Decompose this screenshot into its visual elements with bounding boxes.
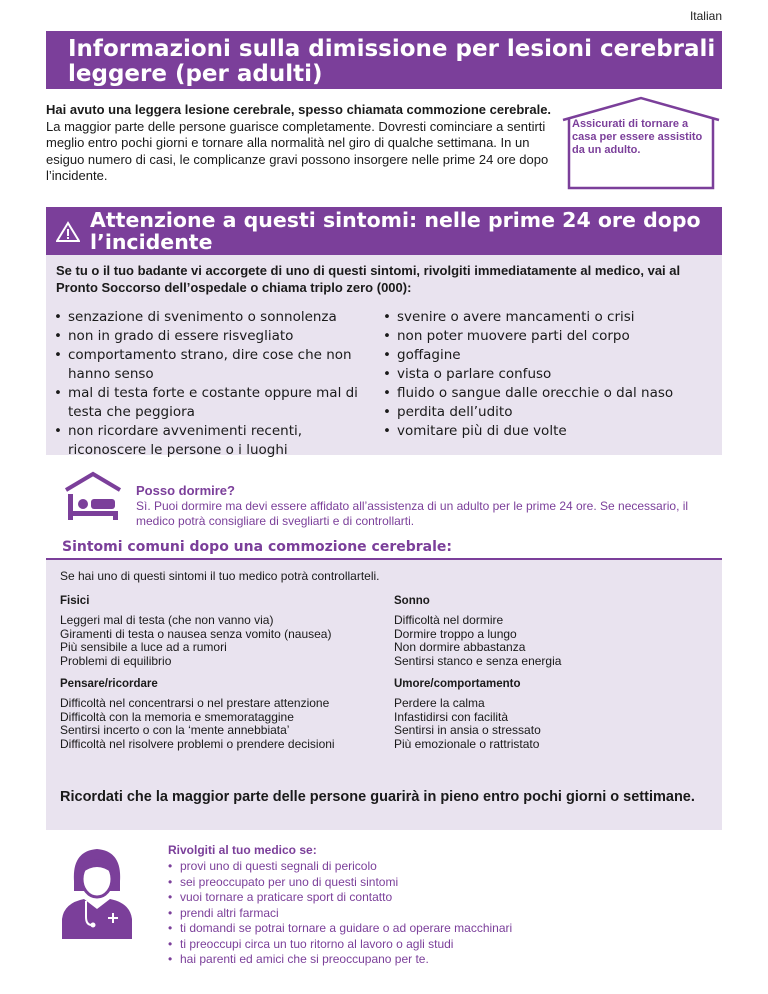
list-item: • ti domandi se potrai tornare a guidare o ad operare macchinari [168, 921, 728, 937]
mood-list [394, 697, 704, 752]
physical-list [60, 614, 400, 669]
list-item: • provi uno di questi segnali di pericolo [168, 859, 728, 875]
list-item: • fluido o sangue dalle orecchie o dal naso [383, 384, 718, 403]
remember-note: Ricordati che la maggior parte delle persone guarirà in pieno entro pochi giorni o settimane. [60, 789, 695, 805]
warning-heading: Attenzione a questi sintomi: nelle prime 24 ore dopo l’incidente [90, 208, 701, 254]
category-sleep: Sonno [394, 595, 430, 607]
sleep-text: Sì. Puoi dormire ma devi essere affidato all’assistenza di un adulto per le prime 24 ore. Se necessario, il medico potrà consigliare di svegliarti e di controllarti. [136, 499, 689, 528]
list-item: • prendi altri farmaci [168, 906, 728, 922]
list-item: • hai parenti ed amici che si preoccupano per te. [168, 952, 728, 968]
warning-list-left [54, 308, 374, 460]
list-item: Difficoltà con la memoria e smemorataggine [60, 709, 294, 724]
list-item: Più emozionale o rattristato [394, 737, 540, 752]
list-item: Problemi di equilibrio [60, 654, 172, 669]
list-item: Sentirsi incerto o con la ‘mente annebbiata’ [60, 723, 290, 738]
doctor-icon [56, 843, 138, 939]
list-item: Non dormire abbastanza [394, 640, 526, 655]
doctor-list [168, 859, 728, 968]
warning-banner [46, 207, 722, 255]
list-item: • ti preoccupi circa un tuo ritorno al lavoro o agli studi [168, 937, 728, 953]
intro-bold: Hai avuto una leggera lesione cerebrale, spesso chiamata commozione cerebrale. [46, 102, 552, 117]
list-item: • mal di testa forte e costante oppure mal di testa che peggiora [54, 384, 374, 422]
list-item: • goffagine [383, 346, 718, 365]
list-item: • sei preoccupato per uno di questi sintomi [168, 875, 728, 891]
list-item: • non poter muovere parti del corpo [383, 327, 718, 346]
list-item: Perdere la calma [394, 696, 485, 710]
warning-list-right [383, 308, 718, 441]
list-item: Sentirsi in ansia o stressato [394, 723, 541, 738]
list-item: Leggeri mal di testa (che non vanno via) [60, 613, 274, 627]
category-thinking: Pensare/ricordare [60, 678, 158, 690]
common-symptoms-title: Sintomi comuni dopo una commozione cerebrale: [62, 539, 453, 555]
list-item: Sentirsi stanco e senza energia [394, 654, 562, 669]
list-item: Difficoltà nel risolvere problemi o prendere decisioni [60, 737, 335, 752]
list-item: Più sensibile a luce ad a rumori [60, 640, 227, 655]
thinking-list [60, 697, 370, 752]
list-item: Dormire troppo a lungo [394, 626, 517, 641]
house-note: Assicurati di tornare a casa per essere assistito da un adulto. [572, 118, 703, 156]
list-item: • comportamento strano, dire cose che non hanno senso [54, 346, 374, 384]
list-item: • svenire o avere mancamenti o crisi [383, 308, 718, 327]
warning-icon [56, 221, 80, 243]
list-item: Difficoltà nel concentrarsi o nel prestare attenzione [60, 696, 330, 710]
intro-text: La maggior parte delle persone guarisce completamente. Dovresti cominciare a sentirti meglio entro pochi giorni e tornare alla normalità nel giro di qualche settimana. In un esiguo numero di casi, le complicanze gravi possono insorgere nelle prime 24 ore dopo l’incidente. [46, 118, 549, 183]
list-item: • vomitare più di due volte [383, 422, 718, 441]
list-item: • senzazione di svenimento o sonnolenza [54, 308, 374, 327]
house-callout [561, 96, 721, 192]
category-mood: Umore/comportamento [394, 678, 521, 690]
bed-sleep-icon [62, 470, 124, 526]
list-item: • vista o parlare confuso [383, 365, 718, 384]
list-item: • perdita dell’udito [383, 403, 718, 422]
warning-intro: Se tu o il tuo badante vi accorgete di uno di questi sintomi, rivolgiti immediatamente al medico, vai al Pronto Soccorso dell’ospedale o chiama triplo zero (000): [56, 263, 681, 295]
warning-panel [46, 255, 722, 458]
title-banner [46, 31, 722, 89]
common-symptoms-panel [46, 560, 722, 830]
list-item: • vuoi tornare a praticare sport di contatto [168, 890, 728, 906]
list-item: Infastidirsi con facilità [394, 709, 509, 724]
sleep-list [394, 614, 704, 669]
intro-section [46, 102, 561, 185]
language-label: Italian [689, 9, 722, 23]
list-item: Giramenti di testa o nausea senza vomito (nausea) [60, 626, 332, 641]
common-intro: Se hai uno di questi sintomi il tuo medico potrà controllarteli. [60, 569, 380, 583]
list-item: Difficoltà nel dormire [394, 613, 504, 627]
page-title: Informazioni sulla dimissione per lesioni cerebrali leggere (per adulti) [68, 36, 716, 87]
list-item: • non in grado di essere risvegliato [54, 327, 374, 346]
doctor-title: Rivolgiti al tuo medico se: [168, 843, 317, 857]
list-item: • non ricordare avvenimenti recenti, riconoscere le persone o i luoghi [54, 422, 374, 460]
sleep-title: Posso dormire? [136, 483, 235, 498]
category-physical: Fisici [60, 595, 90, 607]
